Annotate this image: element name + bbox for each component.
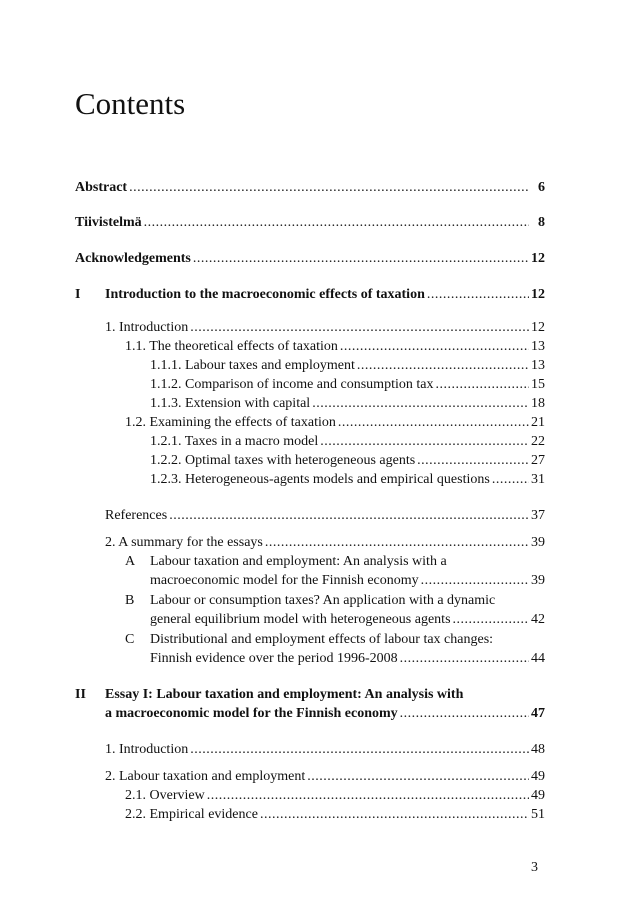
toc-entry[interactable] bbox=[150, 471, 545, 488]
toc-entry-title: 1. Introduction bbox=[105, 742, 189, 757]
toc-entry[interactable] bbox=[125, 806, 545, 823]
dot-leader bbox=[338, 414, 529, 431]
dot-leader bbox=[169, 507, 529, 524]
toc-entry-title: Finnish evidence over the period 1996-2008 bbox=[150, 651, 398, 666]
toc-entry[interactable] bbox=[125, 414, 545, 431]
toc-page-number: 39 bbox=[531, 535, 545, 550]
essay-letter: C bbox=[125, 632, 135, 647]
toc-entry-references[interactable] bbox=[105, 507, 545, 524]
toc-entry[interactable] bbox=[105, 768, 545, 785]
toc-entry[interactable] bbox=[150, 395, 545, 412]
toc-entry-title: 2. A summary for the essays bbox=[105, 535, 263, 550]
toc-entry-title: 1.1.1. Labour taxes and employment bbox=[150, 358, 355, 373]
toc-page-number: 49 bbox=[531, 769, 545, 784]
dot-leader bbox=[260, 806, 529, 823]
toc-entry-title: Abstract bbox=[75, 180, 128, 195]
dot-leader bbox=[320, 433, 529, 450]
toc-essay-b-line1[interactable] bbox=[125, 592, 545, 609]
toc-entry-title: References bbox=[105, 508, 168, 523]
toc-entry-title: 2. Labour taxation and employment bbox=[105, 769, 306, 784]
toc-part-i[interactable] bbox=[75, 286, 545, 303]
essay-letter: B bbox=[125, 593, 135, 608]
toc-entry-title: macroeconomic model for the Finnish economy bbox=[150, 573, 419, 588]
toc-entry-title: Distributional and employment effects of labour tax changes: bbox=[150, 632, 494, 647]
dot-leader bbox=[144, 214, 529, 231]
toc-page-number: 6 bbox=[538, 180, 545, 195]
toc-entry-title: 1.2.3. Heterogeneous-agents models and empirical questions bbox=[150, 472, 490, 487]
dot-leader bbox=[129, 179, 529, 196]
dot-leader bbox=[400, 650, 529, 667]
dot-leader bbox=[193, 250, 529, 267]
toc-entry-title: general equilibrium model with heterogeneous agents bbox=[150, 612, 451, 627]
toc-page-number: 15 bbox=[531, 377, 545, 392]
toc-page-number: 8 bbox=[538, 215, 545, 230]
toc-essay-a-line2[interactable] bbox=[150, 572, 545, 589]
dot-leader bbox=[207, 787, 529, 804]
toc-entry-title: Tiivistelmä bbox=[75, 215, 142, 230]
toc-entry-acknowledgements[interactable] bbox=[75, 250, 545, 267]
toc-page-number: 49 bbox=[531, 788, 545, 803]
toc-page-number: 18 bbox=[531, 396, 545, 411]
page-number: 3 bbox=[531, 860, 538, 875]
dot-leader bbox=[492, 471, 529, 488]
toc-entry-abstract[interactable] bbox=[75, 179, 545, 196]
dot-leader bbox=[312, 395, 529, 412]
toc-entry[interactable] bbox=[150, 376, 545, 393]
toc-entry-title: Labour taxation and employment: An analysis with a bbox=[150, 554, 447, 569]
toc-entry-title: Acknowledgements bbox=[75, 251, 191, 266]
part-numeral: II bbox=[75, 687, 86, 702]
toc-entry-title: Introduction to the macroeconomic effects of taxation bbox=[105, 287, 425, 302]
dot-leader bbox=[453, 611, 529, 628]
toc-page-number: 51 bbox=[531, 807, 545, 822]
toc-entry[interactable] bbox=[105, 741, 545, 758]
toc-page-number: 48 bbox=[531, 742, 545, 757]
toc-page-number: 12 bbox=[531, 320, 545, 335]
toc-entry-title: 1.1.3. Extension with capital bbox=[150, 396, 311, 411]
toc-entry-title: 1.2.2. Optimal taxes with heterogeneous agents bbox=[150, 453, 416, 468]
dot-leader bbox=[307, 768, 529, 785]
dot-leader bbox=[435, 376, 529, 393]
essay-letter: A bbox=[125, 554, 136, 569]
dot-leader bbox=[190, 319, 529, 336]
toc-page-number: 42 bbox=[531, 612, 545, 627]
toc-entry-title: 1.2. Examining the effects of taxation bbox=[125, 415, 336, 430]
dot-leader bbox=[265, 534, 529, 551]
dot-leader bbox=[357, 357, 529, 374]
toc-page-number: 47 bbox=[531, 706, 545, 721]
toc-essay-c-line2[interactable] bbox=[150, 650, 545, 667]
toc-entry-title: 2.2. Empirical evidence bbox=[125, 807, 258, 822]
toc-essay-c-line1[interactable] bbox=[125, 631, 545, 648]
dot-leader bbox=[427, 286, 529, 303]
toc-entry[interactable] bbox=[105, 534, 545, 551]
toc-page-number: 27 bbox=[531, 453, 545, 468]
toc-part-ii-line1[interactable] bbox=[75, 686, 545, 703]
dot-leader bbox=[340, 338, 529, 355]
toc-page-number: 31 bbox=[531, 472, 545, 487]
toc-page-number: 44 bbox=[531, 651, 545, 666]
toc-entry[interactable] bbox=[125, 338, 545, 355]
toc-entry[interactable] bbox=[150, 452, 545, 469]
toc-entry[interactable] bbox=[105, 319, 545, 336]
toc-page-number: 22 bbox=[531, 434, 545, 449]
toc-page-number: 12 bbox=[531, 251, 545, 266]
toc-page-number: 37 bbox=[531, 508, 545, 523]
page-title: Contents bbox=[75, 86, 186, 121]
toc-page-number: 13 bbox=[531, 339, 545, 354]
part-numeral: I bbox=[75, 287, 81, 302]
toc-entry[interactable] bbox=[125, 787, 545, 804]
toc-entry-title: 1.1. The theoretical effects of taxation bbox=[125, 339, 338, 354]
dot-leader bbox=[190, 741, 529, 758]
toc-essay-b-line2[interactable] bbox=[150, 611, 545, 628]
toc-page-number: 13 bbox=[531, 358, 545, 373]
toc-entry-tiivistelma[interactable] bbox=[75, 214, 545, 231]
toc-entry[interactable] bbox=[150, 357, 545, 374]
toc-entry-title: 1.2.1. Taxes in a macro model bbox=[150, 434, 319, 449]
dot-leader bbox=[417, 452, 529, 469]
toc-entry-title: Essay I: Labour taxation and employment: An analysis with bbox=[105, 687, 464, 702]
toc-page-number: 21 bbox=[531, 415, 545, 430]
toc-entry[interactable] bbox=[150, 433, 545, 450]
toc-essay-a-line1[interactable] bbox=[125, 553, 545, 570]
dot-leader bbox=[421, 572, 529, 589]
toc-entry-title: 1. Introduction bbox=[105, 320, 189, 335]
toc-entry-title: Labour or consumption taxes? An application with a dynamic bbox=[150, 593, 496, 608]
toc-part-ii-line2[interactable] bbox=[105, 705, 545, 722]
toc-entry-title: 2.1. Overview bbox=[125, 788, 205, 803]
dot-leader bbox=[400, 705, 529, 722]
toc-page-number: 12 bbox=[531, 287, 545, 302]
toc-entry-title: a macroeconomic model for the Finnish economy bbox=[105, 706, 398, 721]
toc-page-number: 39 bbox=[531, 573, 545, 588]
toc-entry-title: 1.1.2. Comparison of income and consumption tax bbox=[150, 377, 434, 392]
